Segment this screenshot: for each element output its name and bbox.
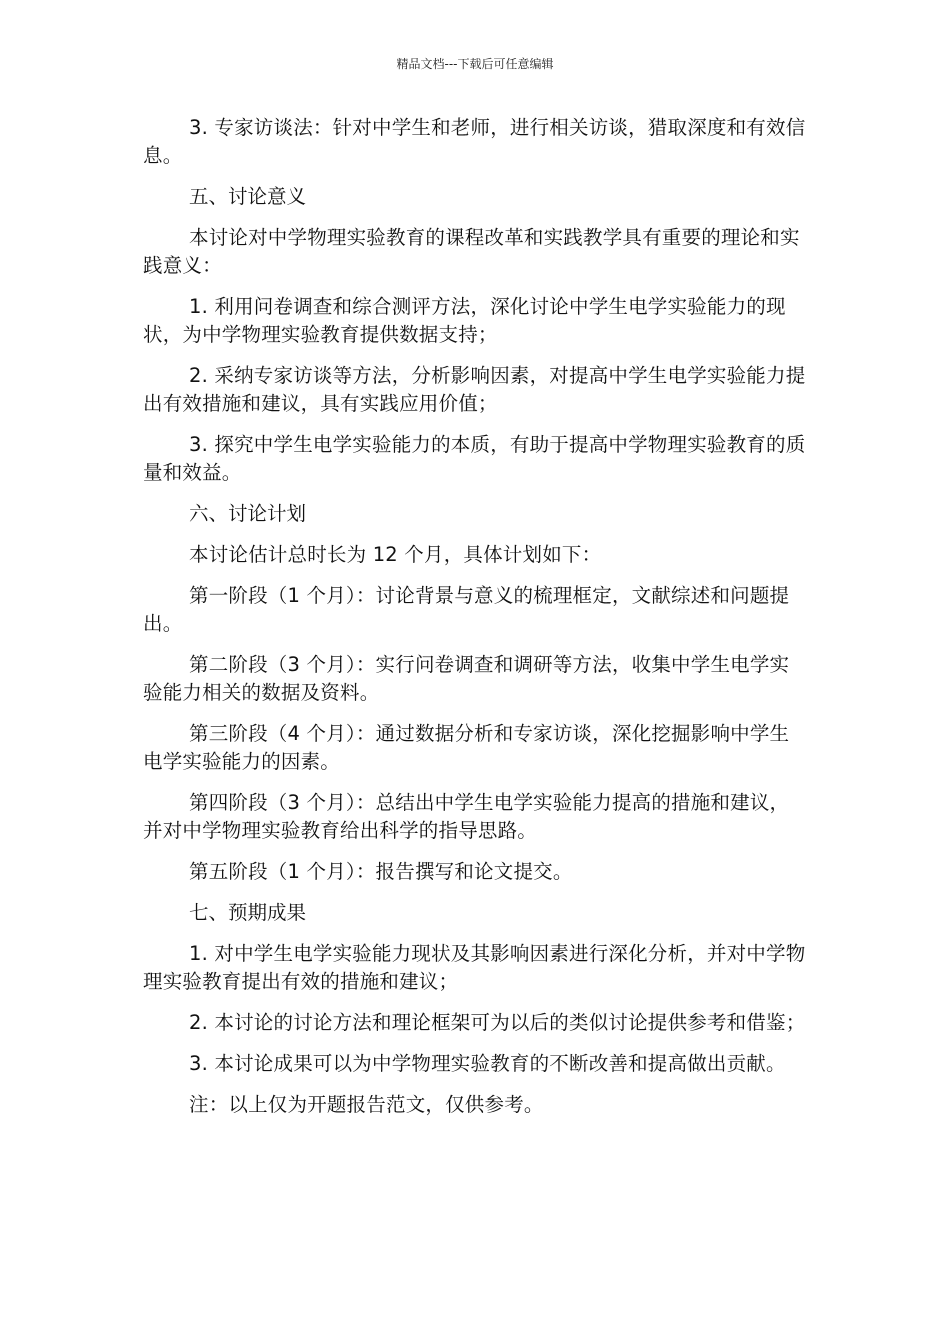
paragraph-significance-3: 3. 探究中学生电学实验能力的本质，有助于提高中学物理实验教育的质量和效益。	[143, 433, 806, 484]
paragraph-plan-stage-4: 第四阶段（3 个月）：总结出中学生电学实验能力提高的措施和建议，并对中学物理实验教育给出科学的指导思路。	[143, 791, 790, 842]
paragraph-method-interview: 3. 专家访谈法：针对中学生和老师，进行相关访谈，猎取深度和有效信息。	[143, 116, 806, 167]
paragraph-significance-1: 1. 利用问卷调查和综合测评方法，深化讨论中学生电学实验能力的现状，为中学物理实验教育提供数据支持；	[143, 295, 786, 346]
page-header: 精品文档---下载后可任意编辑	[396, 57, 554, 71]
paragraph-outcome-3: 3. 本讨论成果可以为中学物理实验教育的不断改善和提高做出贡献。	[189, 1052, 786, 1075]
document-body	[143, 114, 808, 1132]
paragraph-plan-stage-1: 第一阶段（1 个月）：讨论背景与意义的梳理框定，文献综述和问题提出。	[143, 584, 790, 635]
paragraph-plan-stage-5: 第五阶段（1 个月）：报告撰写和论文提交。	[189, 860, 573, 883]
paragraph-plan-stage-2: 第二阶段（3 个月）：实行问卷调查和调研等方法，收集中学生电学实验能力相关的数据及资料。	[143, 653, 790, 704]
paragraph-outcome-2: 2. 本讨论的讨论方法和理论框架可为以后的类似讨论提供参考和借鉴；	[189, 1011, 806, 1034]
paragraph-plan-intro: 本讨论估计总时长为 12 个月，具体计划如下：	[189, 543, 602, 566]
paragraph-plan-stage-3: 第三阶段（4 个月）：通过数据分析和专家访谈，深化挖掘影响中学生电学实验能力的因素。	[143, 722, 790, 773]
paragraph-note: 注：以上仅为开题报告范文，仅供参考。	[189, 1093, 544, 1116]
section-heading-outcomes: 七、预期成果	[189, 901, 307, 924]
paragraph-significance-intro: 本讨论对中学物理实验教育的课程改革和实践教学具有重要的理论和实践意义：	[143, 226, 800, 277]
paragraph-significance-2: 2. 采纳专家访谈等方法，分析影响因素，对提高中学生电学实验能力提出有效措施和建议，具有实践应用价值；	[143, 364, 806, 415]
paragraph-outcome-1: 1. 对中学生电学实验能力现状及其影响因素进行深化分析，并对中学物理实验教育提出有效的措施和建议；	[143, 942, 806, 993]
section-heading-plan: 六、讨论计划	[189, 502, 307, 525]
section-heading-significance: 五、讨论意义	[189, 185, 307, 208]
